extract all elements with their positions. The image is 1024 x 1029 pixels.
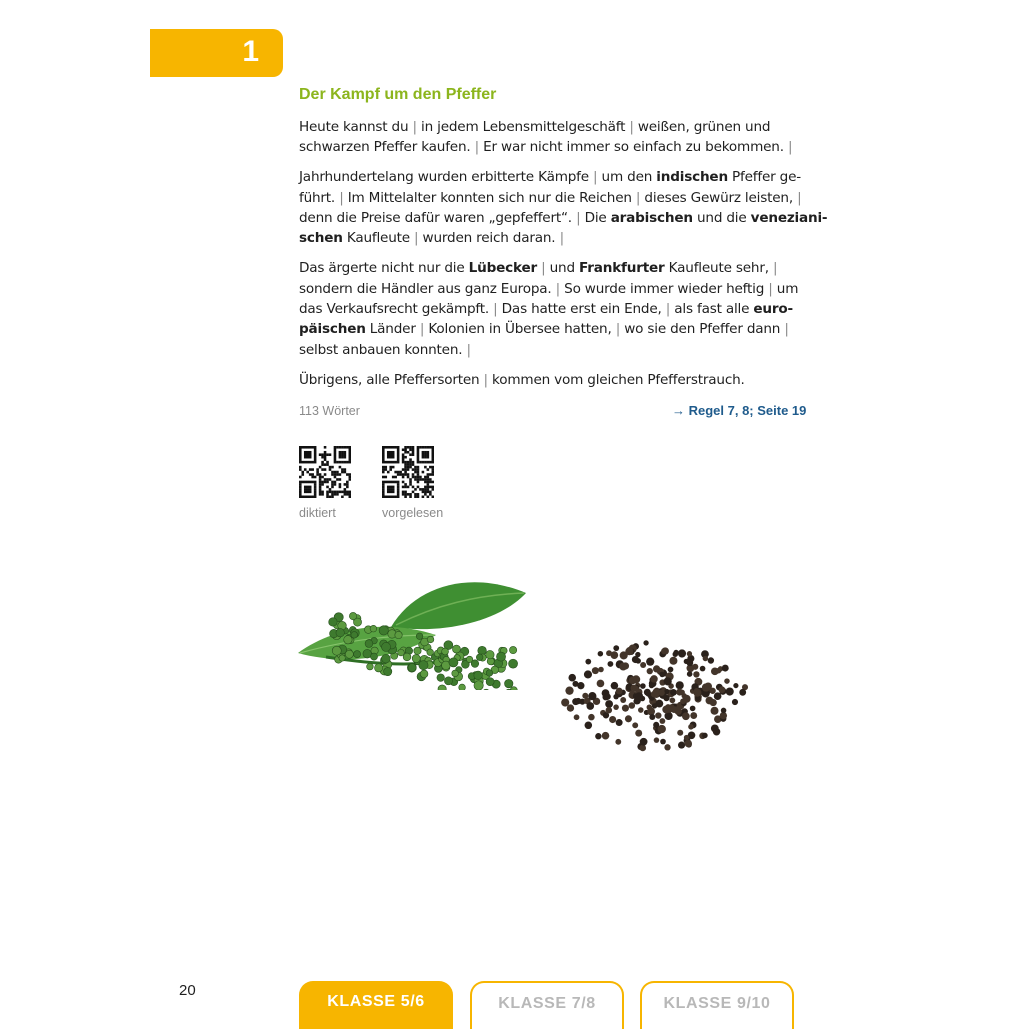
text-line [299, 117, 799, 137]
bold-term: päischen [299, 321, 366, 337]
paragraph [299, 167, 799, 249]
pause-marker: | [784, 321, 788, 337]
pause-marker: | [413, 119, 417, 135]
bold-term: schen [299, 230, 343, 246]
text-line [299, 319, 799, 339]
bold-term: euro- [753, 301, 793, 317]
text-run: wurden reich daran. [418, 230, 559, 246]
pause-marker: | [339, 190, 343, 206]
text-line [299, 370, 799, 390]
pause-marker: | [556, 281, 560, 297]
class-tab-7-8[interactable]: KLASSE 7/8 [470, 981, 624, 1029]
pause-marker: | [629, 119, 633, 135]
pause-marker: | [593, 169, 597, 185]
bold-term: veneziani- [751, 210, 828, 226]
text-run: Das ärgerte nicht nur die [299, 260, 469, 276]
pause-marker: | [797, 190, 801, 206]
paragraph [299, 117, 799, 158]
pause-marker: | [576, 210, 580, 226]
page-number: 20 [179, 982, 196, 999]
bold-term: arabischen [611, 210, 693, 226]
text-run: führt. [299, 190, 339, 206]
text-run: und [546, 260, 580, 276]
text-run: das Verkaufsrecht gekämpft. [299, 301, 493, 317]
qr-label-vorgelesen: vorgelesen [382, 506, 443, 520]
text-run: um [773, 281, 799, 297]
class-tab-5-6[interactable]: KLASSE 5/6 [299, 981, 453, 1029]
pause-marker: | [493, 301, 497, 317]
paragraph [299, 258, 799, 360]
pause-marker: | [616, 321, 620, 337]
text-line [299, 167, 799, 187]
text-run: dieses Gewürz leisten, [640, 190, 797, 206]
text-run: Er war nicht immer so einfach zu bekommen. [479, 139, 788, 155]
text-line [299, 299, 799, 319]
rule-reference-link[interactable]: → Regel 7, 8; Seite 19 [672, 403, 806, 418]
text-line [299, 279, 799, 299]
class-tab-9-10[interactable]: KLASSE 9/10 [640, 981, 794, 1029]
pause-marker: | [773, 260, 777, 276]
pause-marker: | [414, 230, 418, 246]
pause-marker: | [636, 190, 640, 206]
text-run: Jahrhundertelang wurden erbitterte Kämpfe [299, 169, 593, 185]
text-run: Das hatte erst ein Ende, [498, 301, 666, 317]
text-run: sondern die Händler aus ganz Europa. [299, 281, 556, 297]
word-count: 113 Wörter [299, 404, 360, 418]
text-run: in jedem Lebensmittelgeschäft [417, 119, 629, 135]
text-run: wo sie den Pfeffer dann [620, 321, 784, 337]
chapter-number-tab [150, 29, 283, 77]
bold-term: Lübecker [469, 260, 537, 276]
text-run: Kaufleute [343, 230, 414, 246]
text-run: um den [597, 169, 656, 185]
qr-code-icon[interactable] [299, 446, 351, 498]
text-run: So wurde immer wieder heftig [560, 281, 768, 297]
qr-label-diktiert: diktiert [299, 506, 336, 520]
text-run: schwarzen Pfeffer kaufen. [299, 139, 475, 155]
page-title: Der Kampf um den Pfeffer [299, 86, 496, 104]
bold-term: indischen [656, 169, 728, 185]
text-run: Kaufleute sehr, [665, 260, 773, 276]
text-run: denn die Preise dafür waren „gepfeffert“. [299, 210, 576, 226]
text-run: Übrigens, alle Pfeffersorten [299, 372, 484, 388]
paragraph [299, 370, 799, 390]
text-line [299, 228, 799, 248]
text-run: Heute kannst du [299, 119, 413, 135]
qr-code-icon[interactable] [382, 446, 434, 498]
text-run: Länder [366, 321, 420, 337]
pause-marker: | [484, 372, 488, 388]
text-run: Im Mittelalter konnten sich nur die Reichen [344, 190, 636, 206]
pause-marker: | [560, 230, 564, 246]
text-line [299, 188, 799, 208]
dictation-text [299, 117, 799, 399]
text-run: Die [580, 210, 610, 226]
pause-marker: | [475, 139, 479, 155]
pause-marker: | [666, 301, 670, 317]
text-run: als fast alle [670, 301, 753, 317]
text-line [299, 137, 799, 157]
text-run: Kolonien in Übersee hatten, [424, 321, 615, 337]
text-line [299, 258, 799, 278]
text-run: Pfeffer ge- [728, 169, 801, 185]
green-pepper-image [296, 565, 531, 690]
black-pepper-image [555, 630, 755, 765]
pause-marker: | [788, 139, 792, 155]
text-run: kommen vom gleichen Pfefferstrauch. [488, 372, 745, 388]
pause-marker: | [768, 281, 772, 297]
text-run: und die [693, 210, 751, 226]
text-run: weißen, grünen und [634, 119, 771, 135]
pause-marker: | [467, 342, 471, 358]
chapter-number: 1 [242, 35, 259, 69]
text-run: selbst anbauen konnten. [299, 342, 467, 358]
pause-marker: | [541, 260, 545, 276]
text-line [299, 340, 799, 360]
text-line [299, 208, 799, 228]
pause-marker: | [420, 321, 424, 337]
bold-term: Frankfurter [579, 260, 665, 276]
